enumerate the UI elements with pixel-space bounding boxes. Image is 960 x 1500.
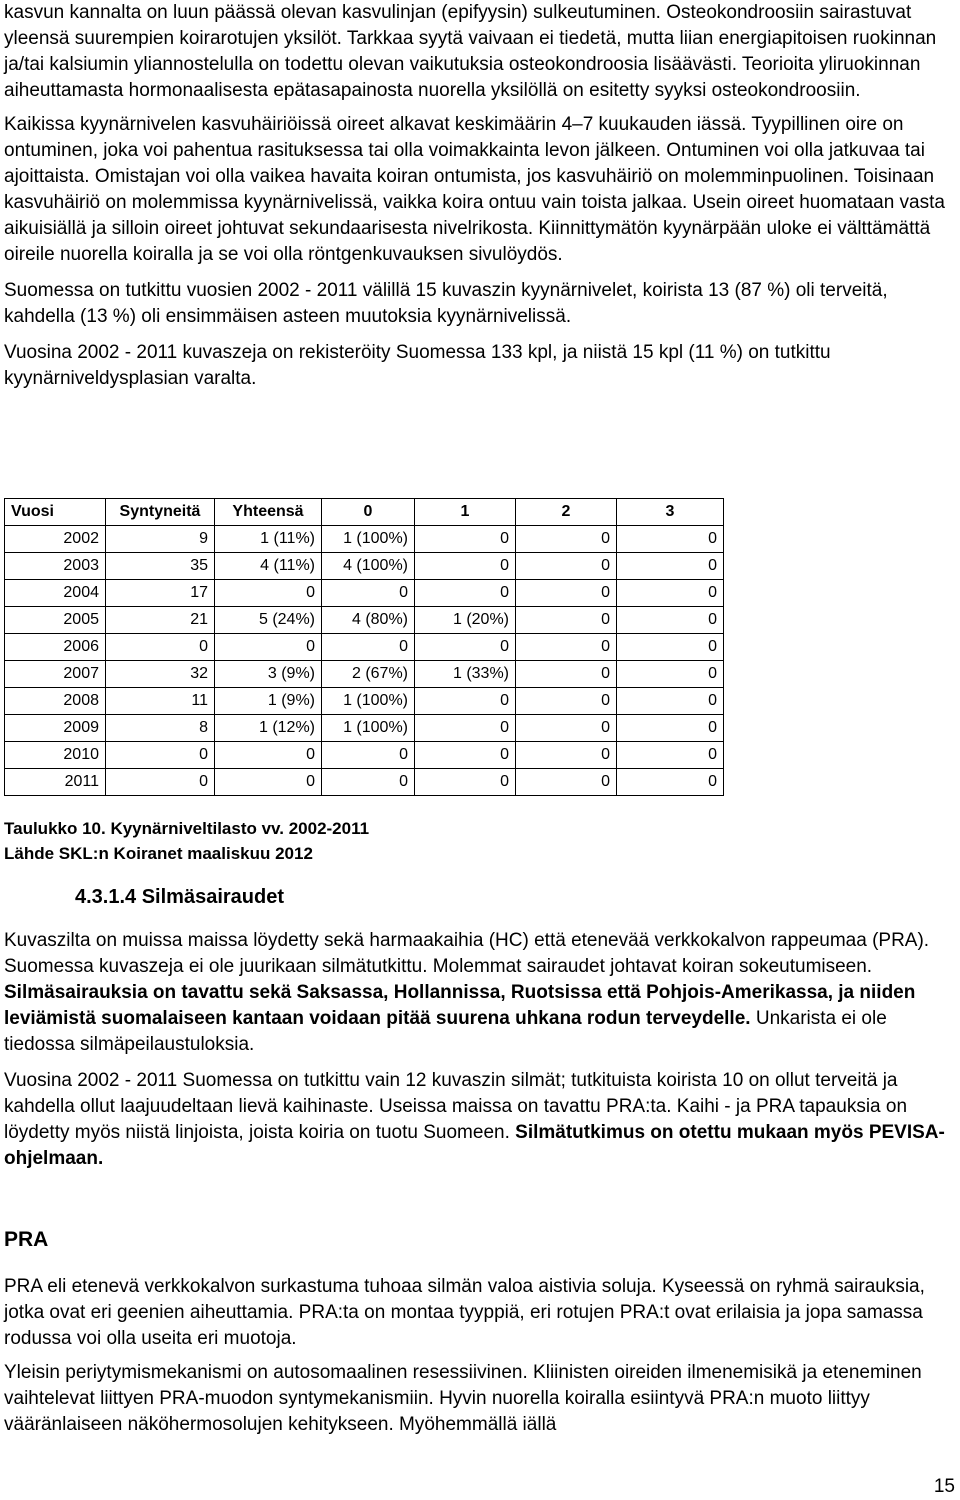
table-cell: 2005 [5, 607, 106, 634]
table-cell: 0 [617, 526, 724, 553]
text: Unkarista ei ole tiedossa silmäpeilaustuloksia. [4, 1008, 887, 1055]
table-cell: 0 [516, 661, 617, 688]
table-cell: 0 [617, 742, 724, 769]
table-cell: 0 [322, 580, 415, 607]
table-cell: 0 [516, 580, 617, 607]
table-cell: 32 [106, 661, 215, 688]
table-row [5, 742, 724, 769]
col-header: 0 [322, 499, 415, 526]
table-cell: 0 [215, 634, 322, 661]
table-row [5, 688, 724, 715]
table-cell: 0 [106, 769, 215, 796]
table-cell: 0 [415, 580, 516, 607]
table-cell: 0 [106, 742, 215, 769]
paragraph [4, 1068, 954, 1172]
table-cell: 0 [516, 715, 617, 742]
table-row [5, 607, 724, 634]
table-cell: 9 [106, 526, 215, 553]
table-cell: 0 [322, 634, 415, 661]
intro-block [4, 0, 954, 392]
table-cell: 4 (80%) [322, 607, 415, 634]
bold-text: Silmäsairauksia on tavattu sekä Saksassa, Hollannissa, Ruotsissa että Pohjois-Amerikassa, ja niiden leviämistä suomalaiseen kantaan voidaan pitää suurena uhkana rodun terveydelle. [4, 982, 916, 1029]
table-cell: 2003 [5, 553, 106, 580]
table-cell: 0 [617, 769, 724, 796]
table-row [5, 526, 724, 553]
table-cell: 4 (100%) [322, 553, 415, 580]
table-cell: 5 (24%) [215, 607, 322, 634]
table-cell: 2008 [5, 688, 106, 715]
table-cell: 0 [617, 553, 724, 580]
paragraph: Suomessa on tutkittu vuosien 2002 - 2011 välillä 15 kuvaszin kyynärnivelet, koirista 13 (87 %) oli terveitä, kahdella (13 %) oli ensimmäisen asteen muutoksia kyynärnivelissä. [4, 280, 888, 327]
table-cell: 0 [415, 553, 516, 580]
table-cell: 2002 [5, 526, 106, 553]
table-cell: 0 [617, 607, 724, 634]
table-cell: 1 (9%) [215, 688, 322, 715]
table-cell: 2010 [5, 742, 106, 769]
eye-diseases-block [4, 928, 954, 1172]
text: Kuvaszilta on muissa maissa löydetty sekä harmaakaihia (HC) että etenevää verkkokalvon rappeumaa (PRA). Suomessa kuvaszeja ei ole juurikaan silmätutkittu. Molemmat sairaudet johtavat koiran sokeutumiseen. [4, 930, 930, 977]
page-number: 15 [933, 1476, 955, 1497]
table-cell: 0 [516, 634, 617, 661]
paragraph: Yleisin periytymismekanismi on autosomaalinen resessiivinen. Kliinisten oireiden ilmenemisikä ja eteneminen vaihtelevat liittyen PRA-muodon syntymekanismiin. Hyvin nuorella koiralla esiintyvä PRA:n muoto liittyy vääränlaiseen näköhermosolujen kehitykseen. Myöhemmällä iällä [4, 1362, 922, 1435]
table-cell: 0 [617, 580, 724, 607]
table-cell: 0 [516, 769, 617, 796]
table-cell: 0 [617, 634, 724, 661]
table-row [5, 580, 724, 607]
section-heading: 4.3.1.4 Silmäsairaudet [75, 886, 285, 908]
table-cell: 1 (100%) [322, 526, 415, 553]
col-header: 1 [415, 499, 516, 526]
table-cell: 2 (67%) [322, 661, 415, 688]
table-cell: 0 [516, 553, 617, 580]
table-cell: 0 [415, 715, 516, 742]
text: Vuosina 2002 - 2011 Suomessa on tutkittu vain 12 kuvaszin silmät; tutkituista koirista 10 on ollut terveitä ja kahdella ollut laajuudeltaan lievä kaihinaste. Useissa maissa on tavattu PRA:ta. Kaihi - ja PRA tapauksia on löydetty myös niistä linjoista, joista koiria on tuotu Suomeen. [4, 1070, 908, 1143]
caption-source: Lähde SKL:n Koiranet maaliskuu 2012 [4, 844, 313, 863]
table-cell: 21 [106, 607, 215, 634]
elbow-statistics-table [4, 498, 724, 796]
table-cell: 1 (33%) [415, 661, 516, 688]
pra-block [4, 1274, 954, 1438]
col-header: Yhteensä [215, 499, 322, 526]
paragraph: kasvun kannalta on luun päässä olevan kasvulinjan (epifyysin) sulkeutuminen. Osteokondroosiin sairastuvat yleensä suurempien koirarotujen yksilöt. Tarkkaa syytä vaivaan ei tiedetä, mutta liian energiapitoisen ruokinnan ja/tai kalsiumin yliannostelulla on todettu olevan vaikutuksia osteokondroosia lisäävästi. Teorioita yliruokinnan aiheuttamasta hormonaalisesta epätasapainosta nuorella yksilöllä on esitetty syyksi osteokondroosiin. [4, 2, 937, 101]
table-row [5, 553, 724, 580]
table-cell: 35 [106, 553, 215, 580]
table-cell: 0 [516, 607, 617, 634]
table-header-row [5, 499, 724, 526]
table-cell: 0 [106, 634, 215, 661]
table-cell: 4 (11%) [215, 553, 322, 580]
table-cell: 2007 [5, 661, 106, 688]
table-cell: 1 (100%) [322, 688, 415, 715]
table-cell: 1 (11%) [215, 526, 322, 553]
table-cell: 0 [215, 769, 322, 796]
table-cell: 1 (12%) [215, 715, 322, 742]
table-cell: 0 [617, 715, 724, 742]
table-cell: 8 [106, 715, 215, 742]
paragraph [4, 928, 954, 1058]
table-cell: 2009 [5, 715, 106, 742]
table-cell: 0 [415, 742, 516, 769]
pra-heading: PRA [4, 1228, 49, 1251]
caption-line: Taulukko 10. Kyynärniveltilasto vv. 2002-2011 [4, 819, 370, 838]
bold-text: Silmätutkimus on otettu mukaan myös PEVISA-ohjelmaan. [4, 1122, 945, 1169]
table-row [5, 661, 724, 688]
table-cell: 11 [106, 688, 215, 715]
table-cell: 0 [415, 688, 516, 715]
table-cell: 2004 [5, 580, 106, 607]
table-cell: 0 [516, 688, 617, 715]
paragraph: Vuosina 2002 - 2011 kuvaszeja on rekisteröity Suomessa 133 kpl, ja niistä 15 kpl (11 %) on tutkittu kyynärniveldysplasian varalta. [4, 342, 831, 389]
table-cell: 0 [516, 742, 617, 769]
table-cell: 0 [415, 526, 516, 553]
table-cell: 0 [415, 634, 516, 661]
table-cell: 0 [215, 580, 322, 607]
paragraph: PRA eli etenevä verkkokalvon surkastuma tuhoaa silmän valoa aistivia soluja. Kyseessä on ryhmä sairauksia, jotka ovat eri geenien aiheuttamia. PRA:ta on montaa tyyppiä, eri rotujen PRA:t ovat erilaisia ja jopa samassa rodussa voi olla useita eri muotoja. [4, 1276, 925, 1349]
table-cell: 2006 [5, 634, 106, 661]
col-header: 2 [516, 499, 617, 526]
table-row [5, 715, 724, 742]
table-cell: 0 [617, 661, 724, 688]
table-cell: 0 [516, 526, 617, 553]
table-cell: 0 [617, 688, 724, 715]
col-header: Vuosi [5, 499, 106, 526]
table-cell: 0 [322, 769, 415, 796]
table-cell: 17 [106, 580, 215, 607]
col-header: 3 [617, 499, 724, 526]
paragraph: Kaikissa kyynärnivelen kasvuhäiriöissä oireet alkavat keskimäärin 4–7 kuukauden iässä. Tyypillinen oire on ontuminen, joka voi pahentua rasituksessa tai olla voimakkainta levon jälkeen. Ontuminen voi olla jatkuvaa tai ajoittaista. Omistajan voi olla vaikea havaita koiran ontumista, jos kasvuhäiriö on molemminpuolinen. Toisinaan kasvuhäiriö on molemmissa kyynärnivelissä, vaikka koira ontuu vain toista jalkaa. Usein oireet huomataan vasta aikuisiällä ja silloin oireet johtuvat sekundaarisesta nivelrikosta. Kiinnittymätön kyynärpään uloke ei välttämättä oireile nuorella koiralla ja se voi olla röntgenkuvauksen sivulöydös. [4, 114, 945, 265]
table-cell: 0 [415, 769, 516, 796]
table-cell: 1 (20%) [415, 607, 516, 634]
table-cell: 0 [215, 742, 322, 769]
table-cell: 2011 [5, 769, 106, 796]
table-row [5, 634, 724, 661]
table-cell: 3 (9%) [215, 661, 322, 688]
table-caption [4, 816, 369, 866]
table-row [5, 769, 724, 796]
col-header: Syntyneitä [106, 499, 215, 526]
table-cell: 1 (100%) [322, 715, 415, 742]
table-cell: 0 [322, 742, 415, 769]
